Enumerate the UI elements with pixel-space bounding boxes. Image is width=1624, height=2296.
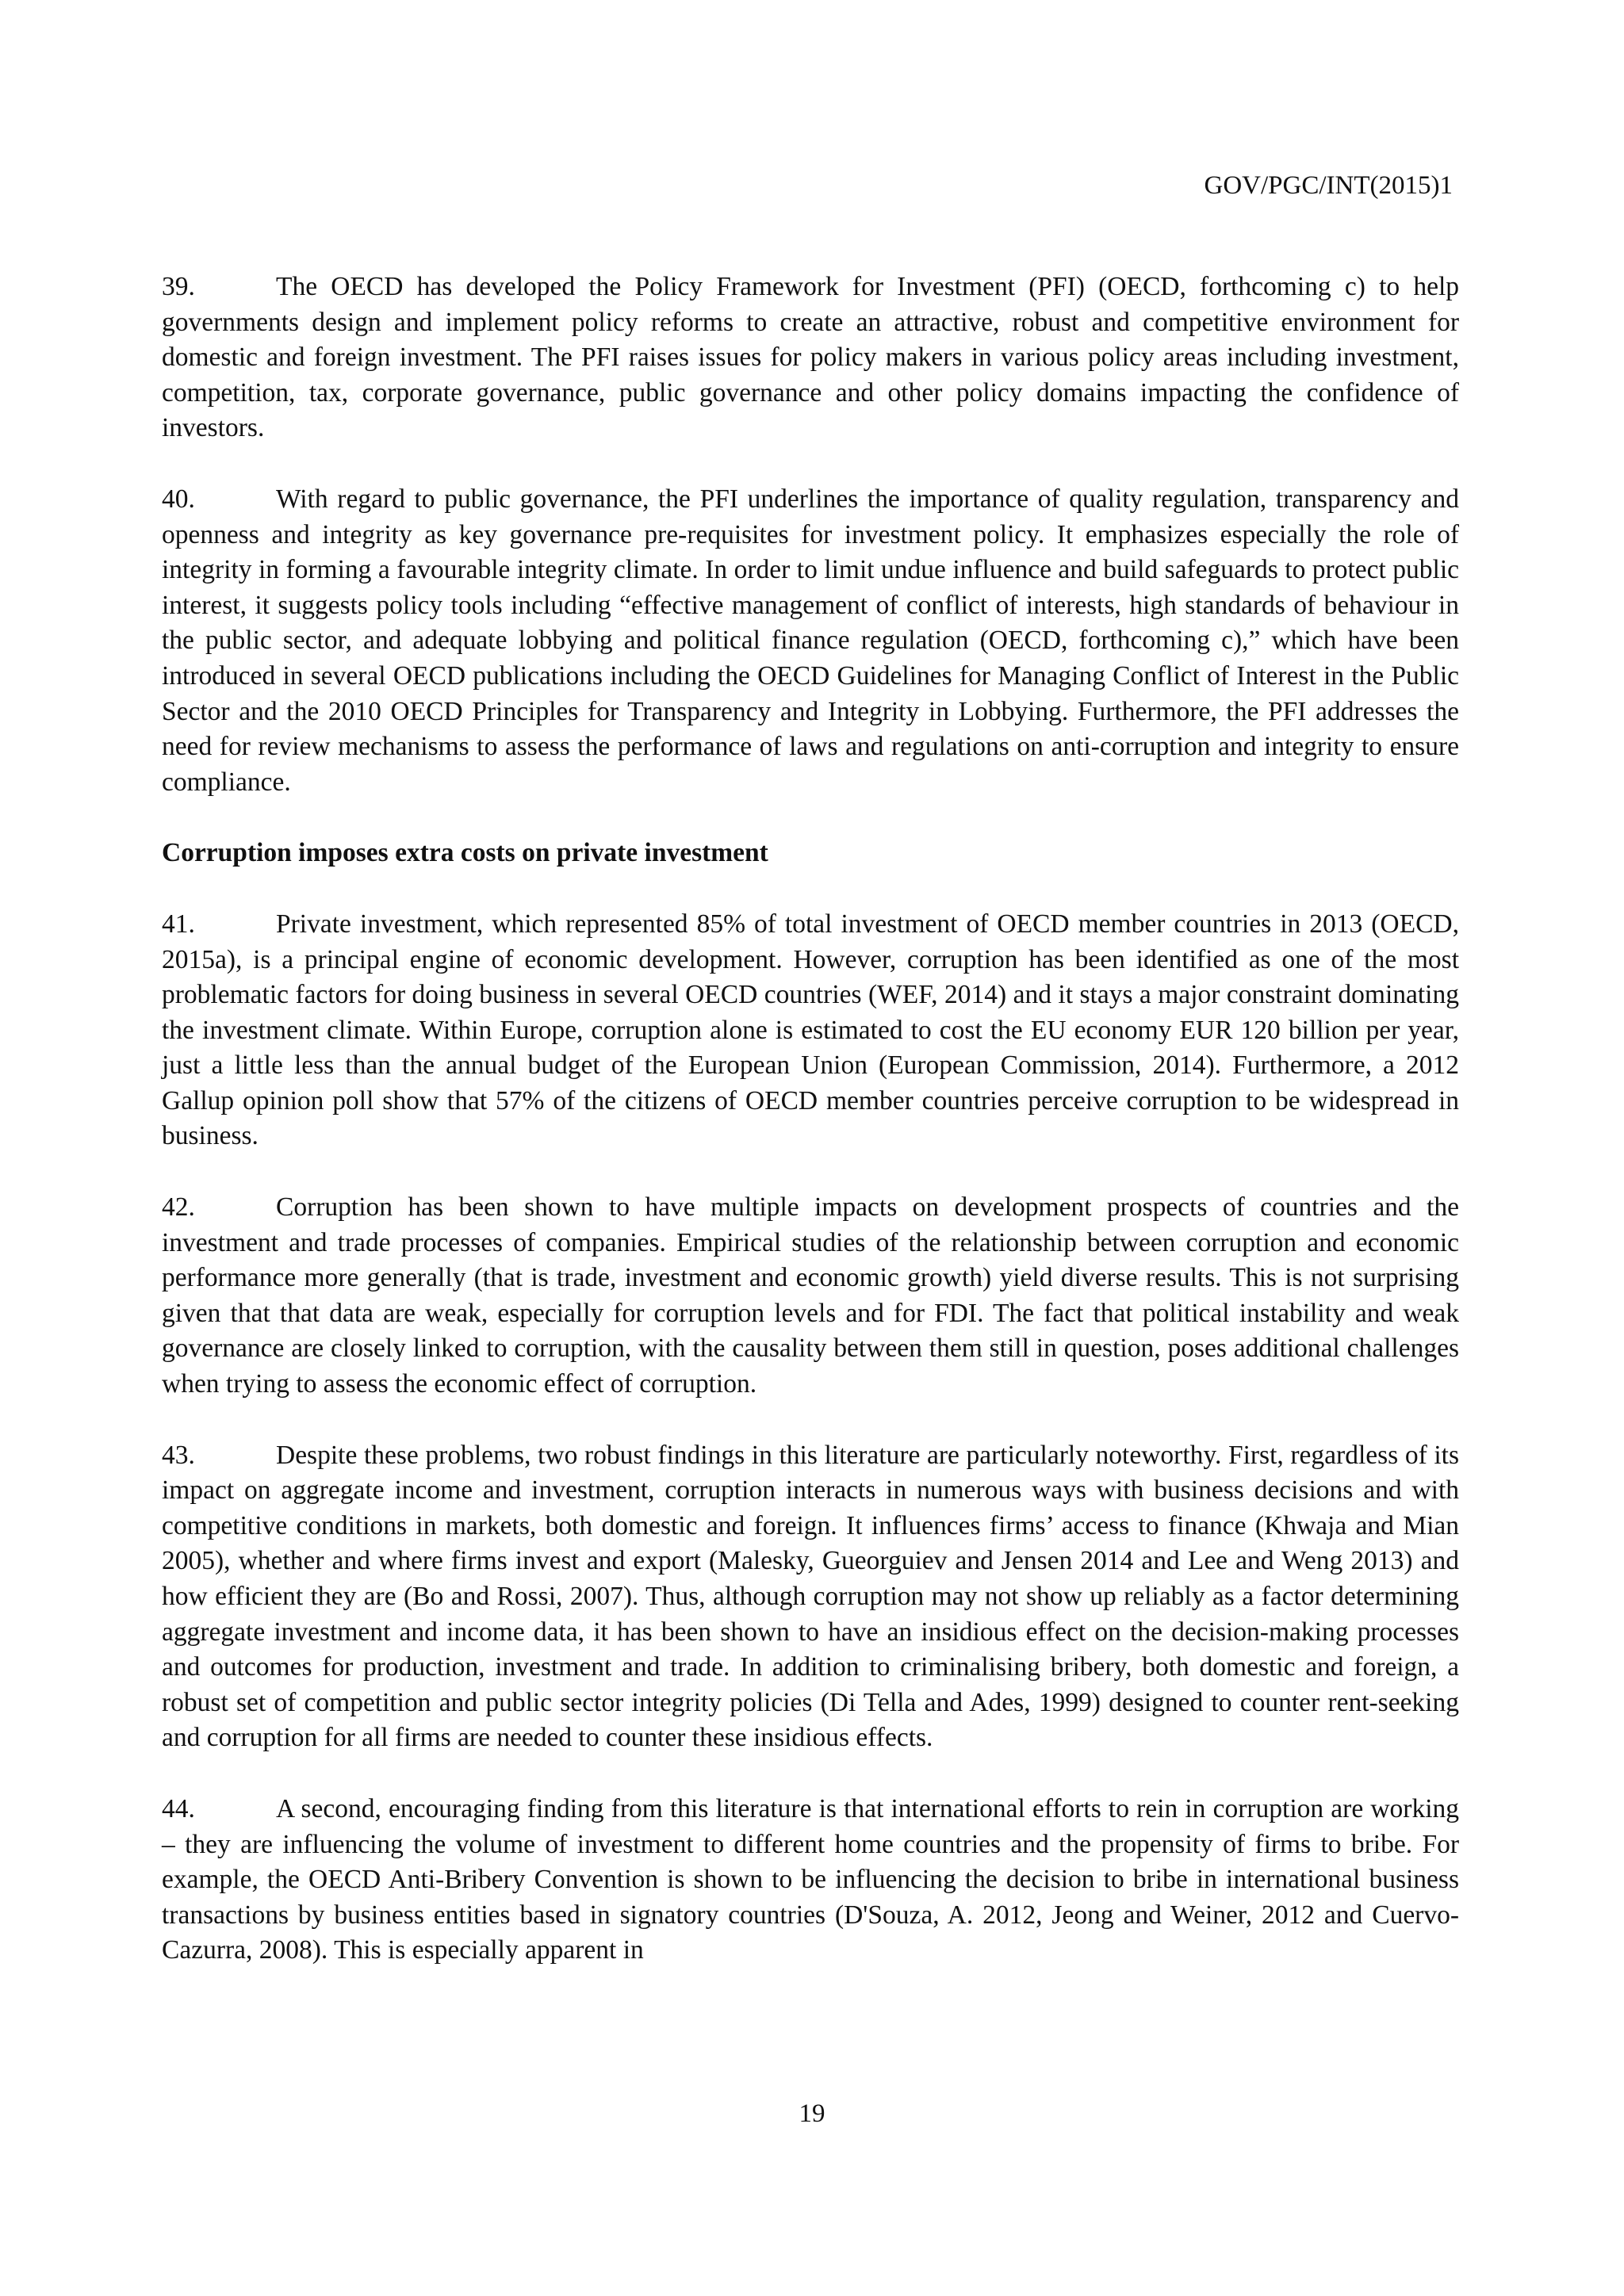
paragraph-number: 43.: [162, 1440, 195, 1470]
paragraph-number: 39.: [162, 272, 195, 301]
paragraph-text: Corruption has been shown to have multiple impacts on development prospects of countries and the investment and trade processes of companies. Empirical studies of the relationship between corruption and economic performance more generally (that is trade, investment and economic growth) yield diverse results. This is not surprising given that that data are weak, especially for corruption levels and for FDI. The fact that political instability and weak governance are closely linked to corruption, with the causality between them still in question, poses additional challenges when trying to assess the economic effect of corruption.: [162, 1192, 1459, 1399]
paragraph-number: 44.: [162, 1793, 195, 1823]
paragraph-text: Private investment, which represented 85% of total investment of OECD member countries in 2013 (OECD, 2015a), is a principal engine of economic development. However, corruption has been identified as one of the most problematic factors for doing business in several OECD countries (WEF, 2014) and it stays a major constraint dominating the investment climate. Within Europe, corruption alone is estimated to cost the EU economy EUR 120 billion per year, just a little less than the annual budget of the European Union (European Commission, 2014). Furthermore, a 2012 Gallup opinion poll show that 57% of the citizens of OECD member countries perceive corruption to be widespread in business.: [162, 909, 1459, 1151]
document-reference: GOV/PGC/INT(2015)1: [1204, 171, 1453, 200]
paragraph-39: [162, 270, 1459, 446]
paragraph-number: 40.: [162, 484, 195, 514]
paragraph-number: 42.: [162, 1192, 195, 1223]
paragraph-42: [162, 1190, 1459, 1402]
page-body: [162, 270, 1459, 2004]
page-number: 19: [799, 2099, 825, 2128]
paragraph-41: [162, 907, 1459, 1154]
section-heading: Corruption imposes extra costs on private investment: [162, 838, 768, 868]
paragraph-text: The OECD has developed the Policy Framework for Investment (PFI) (OECD, forthcoming c) to help governments design and implement policy reforms to create an attractive, robust and competitive environment for domestic and foreign investment. The PFI raises issues for policy makers in various policy areas including investment, competition, tax, corporate governance, public governance and other policy domains impacting the confidence of investors.: [162, 272, 1459, 443]
paragraph-text: A second, encouraging finding from this literature is that international efforts to rein in corruption are working – they are influencing the volume of investment to different home countries and the propensity of firms to bribe. For example, the OECD Anti-Bribery Convention is shown to be influencing the decision to bribe in international business transactions by business entities based in signatory countries (D'Souza, A. 2012, Jeong and Weiner, 2012 and Cuervo-Cazurra, 2008). This is especially apparent in: [162, 1793, 1459, 1965]
paragraph-text: With regard to public governance, the PFI underlines the importance of quality regulation, transparency and openness and integrity as key governance pre-requisites for investment policy. It emphasizes especially the role of integrity in forming a favourable integrity climate. In order to limit undue influence and build safeguards to protect public interest, it suggests policy tools including “effective management of conflict of interests, high standards of behaviour in the public sector, and adequate lobbying and political finance regulation (OECD, forthcoming c),” which have been introduced in several OECD publications including the OECD Guidelines for Managing Conflict of Interest in the Public Sector and the 2010 OECD Principles for Transparency and Integrity in Lobbying. Furthermore, the PFI addresses the need for review mechanisms to assess the performance of laws and regulations on anti-corruption and integrity to ensure compliance.: [162, 484, 1459, 797]
paragraph-number: 41.: [162, 909, 195, 939]
paragraph-40: [162, 482, 1459, 800]
paragraph-44: [162, 1792, 1459, 1969]
paragraph-text: Despite these problems, two robust findings in this literature are particularly noteworthy. First, regardless of its impact on aggregate income and investment, corruption interacts in numerous ways with business decisions and with competitive conditions in markets, both domestic and foreign. It influences firms’ access to finance (Khwaja and Mian 2005), whether and where firms invest and export (Malesky, Gueorguiev and Jensen 2014 and Lee and Weng 2013) and how efficient they are (Bo and Rossi, 2007). Thus, although corruption may not show up reliably as a factor determining aggregate investment and income data, it has been shown to have an insidious effect on the decision-making processes and outcomes for production, investment and trade. In addition to criminalising bribery, both domestic and foreign, a robust set of competition and public sector integrity policies (Di Tella and Ades, 1999) designed to counter rent-seeking and corruption for all firms are needed to counter these insidious effects.: [162, 1440, 1459, 1753]
paragraph-43: [162, 1438, 1459, 1756]
